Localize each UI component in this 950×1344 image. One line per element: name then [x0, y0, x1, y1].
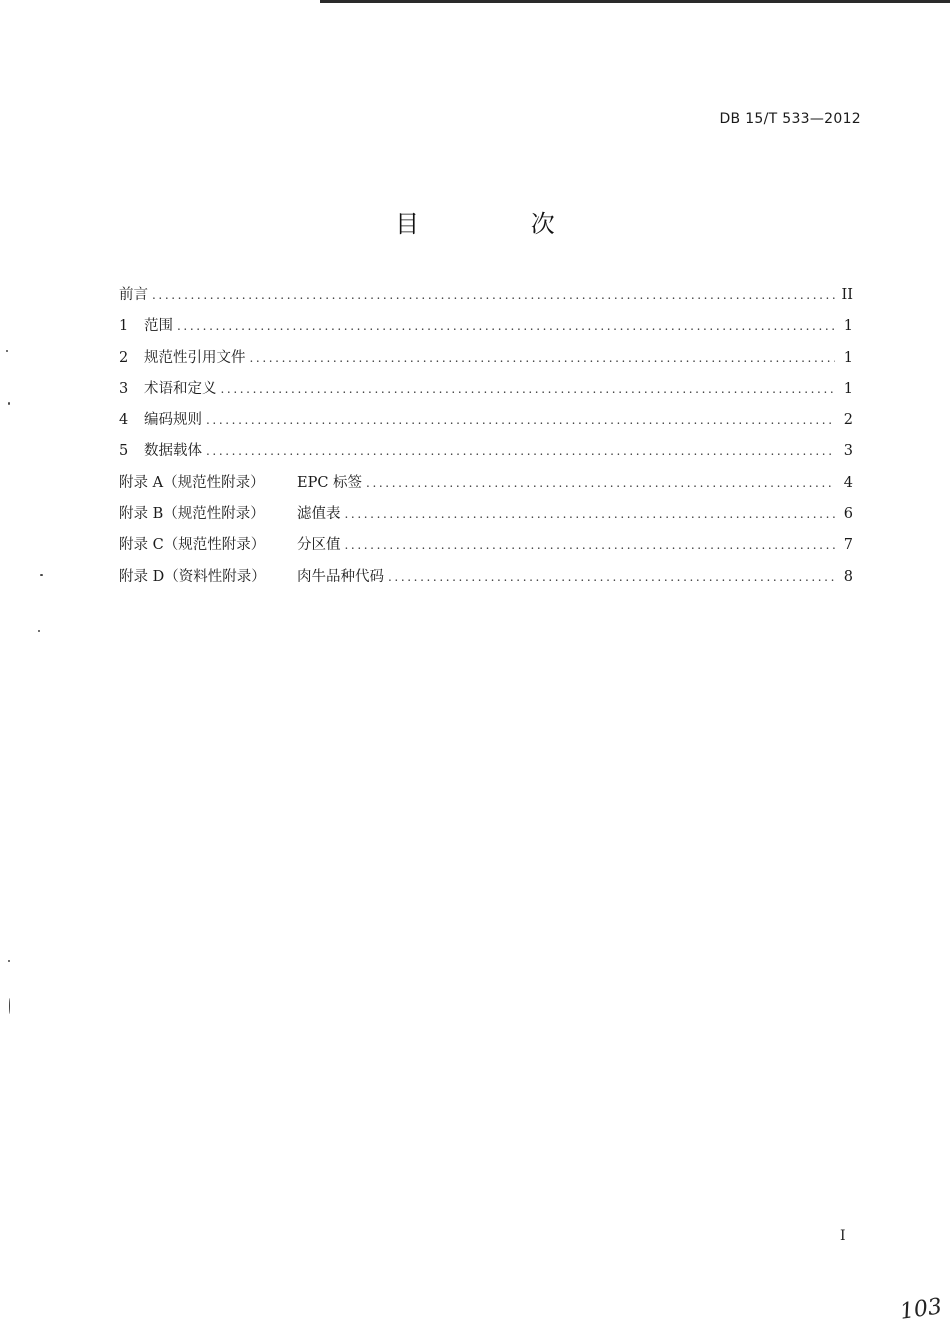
toc-entry-foreword[interactable] — [119, 282, 853, 313]
handwritten-page-number: 103 — [898, 1294, 944, 1325]
toc-entry-page: 1 — [843, 349, 853, 366]
dot-leader — [152, 282, 835, 308]
toc-entry-label: EPC 标签 — [297, 474, 363, 491]
toc-entry-number: 5 — [119, 443, 129, 460]
toc-entry-annex-c[interactable] — [119, 532, 853, 563]
dot-leader — [345, 532, 836, 558]
scan-speck — [40, 574, 43, 576]
toc-entry-terms-definitions[interactable] — [119, 376, 853, 407]
dot-leader — [206, 407, 835, 433]
page-number-folio: I — [840, 1228, 846, 1244]
toc-entry-annex-b[interactable] — [119, 501, 853, 532]
toc-entry-coding-rules[interactable] — [119, 407, 853, 438]
toc-entry-annex-prefix: 附录 A（规范性附录） — [119, 474, 265, 491]
scan-speck — [8, 402, 10, 405]
toc-entry-label: 肉牛品种代码 — [297, 568, 384, 585]
toc-entry-number: 4 — [119, 412, 129, 429]
toc-entry-number: 2 — [119, 349, 129, 366]
toc-entry-page: 1 — [843, 380, 853, 397]
toc-entry-page: 2 — [843, 412, 853, 429]
toc-entry-annex-prefix: 附录 B（规范性附录） — [119, 506, 265, 523]
toc-entry-number: 3 — [119, 380, 129, 397]
scan-speck — [6, 350, 8, 352]
dot-leader — [250, 345, 836, 371]
toc-entry-scope[interactable] — [119, 313, 853, 344]
toc-entry-page: 6 — [843, 506, 853, 523]
toc-entry-label: 数据载体 — [144, 443, 202, 460]
toc-entry-page: 8 — [843, 568, 853, 585]
dot-leader — [177, 313, 835, 339]
toc-entry-page: 4 — [843, 474, 853, 491]
page-title: 目 次 — [395, 210, 607, 238]
document-code: DB 15/T 533—2012 — [719, 111, 861, 127]
toc-entry-label: 规范性引用文件 — [144, 349, 246, 366]
toc-entry-page: 7 — [843, 537, 853, 554]
table-of-contents — [119, 282, 853, 595]
dot-leader — [345, 501, 836, 527]
dot-leader — [221, 376, 836, 402]
scan-speck — [8, 960, 10, 962]
toc-entry-number: 1 — [119, 318, 129, 335]
toc-entry-annex-prefix: 附录 C（规范性附录） — [119, 537, 266, 554]
toc-entry-label: 范围 — [144, 318, 173, 335]
toc-entry-page: 3 — [843, 443, 853, 460]
toc-entry-page: II — [841, 287, 853, 303]
toc-entry-annex-a[interactable] — [119, 470, 853, 501]
toc-entry-label: 编码规则 — [144, 412, 202, 429]
toc-entry-annex-d[interactable] — [119, 564, 853, 595]
toc-entry-label: 前言 — [119, 287, 148, 303]
dot-leader — [388, 564, 835, 590]
toc-entry-normative-references[interactable] — [119, 345, 853, 376]
toc-entry-annex-prefix: 附录 D（资料性附录） — [119, 568, 266, 585]
toc-entry-label: 分区值 — [297, 537, 341, 554]
dot-leader — [366, 470, 835, 496]
top-border-rule — [320, 0, 950, 3]
toc-entry-label: 术语和定义 — [144, 380, 217, 397]
toc-entry-label: 滤值表 — [297, 506, 341, 523]
toc-entry-page: 1 — [843, 318, 853, 335]
dot-leader — [206, 438, 835, 464]
scan-speck — [38, 630, 40, 632]
toc-entry-data-carrier[interactable] — [119, 438, 853, 469]
scan-speck — [9, 998, 10, 1014]
